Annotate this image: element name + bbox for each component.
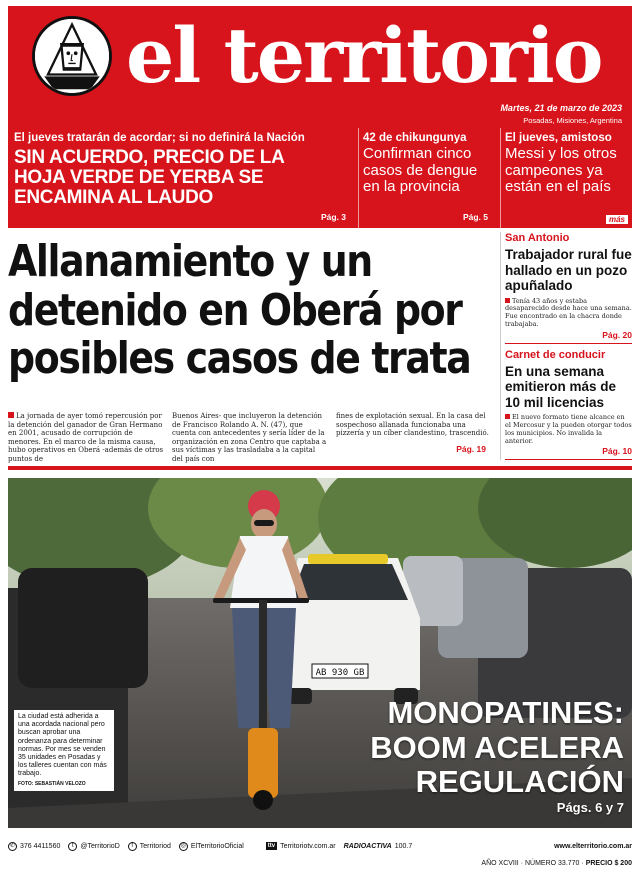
photo-caption: La ciudad está adherida a una acordada nacional pero buscan aprobar una ordenanza para determinar normas. Por mes se venden 35 unidades en Posadas y los talleres cuentan con más trabajo. FOTO: SEBASTIÁN VELOZO [14, 710, 114, 791]
facebook-contact[interactable]: f Territoriod [128, 842, 171, 851]
lead-column: fines de explotación sexual. En la casa del sospechoso allanada funcionaba una pizzería y un cíber clandestino, trascendió. [336, 412, 489, 438]
lead-column: Buenos Aires- que incluyeron la detención de Francisco Rolando A. N. (47), que cuenta con antecedentes y sería líder de la organización en zona Centro que captaba a sus víctimas y las trasladaba a la capital del país con [172, 412, 327, 463]
license-plate: AB 930 GB [315, 668, 365, 678]
story-page-ref: Pág. 5 [462, 212, 488, 222]
main-photo[interactable] [8, 478, 632, 828]
story-headline: Confirman cinco casos de dengue en la provincia [363, 145, 478, 195]
story-headline: SIN ACUERDO, PRECIO DE LA HOJA VERDE DE YERBA SE ENCAMINA AL LAUDO [14, 147, 284, 208]
whatsapp-icon: ✆ [9, 842, 16, 849]
story-body: El nuevo formato tiene alcance en el Mercosur y la pueden otorgar todos los municipios. No invalida la anterior. [505, 413, 632, 445]
story-headline: En una semana emitieron más de 10 mil licencias [505, 363, 617, 410]
section-divider [8, 466, 632, 470]
story-kicker: 42 de chikungunya [363, 132, 467, 144]
top-story-dengue[interactable] [358, 128, 496, 228]
bullet-square-icon [8, 412, 14, 418]
facebook-icon: f [128, 842, 137, 851]
issue-info: AÑO XCVIII · NÚMERO 33.770 · PRECIO $ 200 [481, 860, 632, 867]
story-body: Tenía 43 años y estaba desaparecido desde hace una semana. Fue encontrado en la chacra donde trabajaba. [505, 296, 632, 328]
twitter-contact[interactable]: t @TerritorioD [68, 842, 119, 851]
tv-badge: ttv [267, 843, 276, 849]
masthead [8, 6, 632, 128]
issue-place: Posadas, Misiones, Argentina [523, 116, 622, 125]
photo-credit: FOTO: SEBASTIÁN VELOZO [18, 780, 86, 787]
lead-page-ref: Pág. 19 [456, 444, 486, 454]
instagram-contact[interactable]: ◎ ElTerritorioOficial [180, 842, 244, 850]
website-link[interactable]: www.elterritorio.com.ar [554, 842, 632, 850]
instagram-icon: ◎ [180, 842, 186, 849]
story-headline: Trabajador rural fue hallado en un pozo apuñalado [505, 247, 632, 293]
photo-headline: MONOPATINES: BOOM ACELERA REGULACIÓN [370, 695, 624, 799]
story-headline: Messi y los otros campeones ya están en el país [505, 145, 617, 195]
story-page-ref: Pág. 10 [602, 446, 632, 457]
side-story-san-antonio[interactable] [505, 232, 632, 344]
top-story-yerba[interactable] [8, 128, 354, 228]
photo-page-ref: Págs. 6 y 7 [556, 800, 624, 815]
story-kicker: El jueves, amistoso [505, 132, 612, 144]
bullet-square-icon [505, 414, 510, 419]
radio-link[interactable]: RADIOACTIVA 100.7 [343, 842, 413, 850]
story-kicker: El jueves tratarán de acordar; si no definirá la Nación [14, 132, 305, 144]
story-page-ref: Pág. 20 [602, 329, 632, 340]
whatsapp-contact[interactable]: ✆ 376 4411560 [9, 842, 61, 850]
lead-story[interactable] [8, 236, 494, 463]
bullet-square-icon [505, 298, 510, 303]
mas-badge: más [606, 215, 628, 224]
tv-link[interactable]: ttv Territoriotv.com.ar [267, 842, 336, 850]
issue-date: Martes, 21 de marzo de 2023 [500, 103, 622, 113]
top-story-messi[interactable] [500, 128, 632, 228]
side-story-licencias[interactable] [505, 349, 632, 461]
story-kicker: Carnet de conducir [505, 348, 606, 361]
twitter-icon: t [68, 842, 77, 851]
story-page-ref: Pág. 3 [320, 212, 346, 222]
lead-body [8, 412, 494, 464]
lead-headline: Allanamiento y un detenido en Oberá por posibles casos de trata [8, 236, 471, 384]
side-stories [500, 232, 632, 460]
story-kicker: San Antonio [505, 232, 570, 244]
top-stories-band [8, 128, 632, 228]
lead-column: La jornada de ayer tomó repercusión por la detención del ganador de Gran Hermano en 2001, acusado de corrupción de menores. En el marco de la misma causa, hubo operativos en Oberá -además de otros puntos de [8, 412, 164, 463]
logo-face-icon [32, 16, 112, 96]
newspaper-title: el territorio [126, 11, 602, 100]
footer-bar [8, 836, 632, 856]
